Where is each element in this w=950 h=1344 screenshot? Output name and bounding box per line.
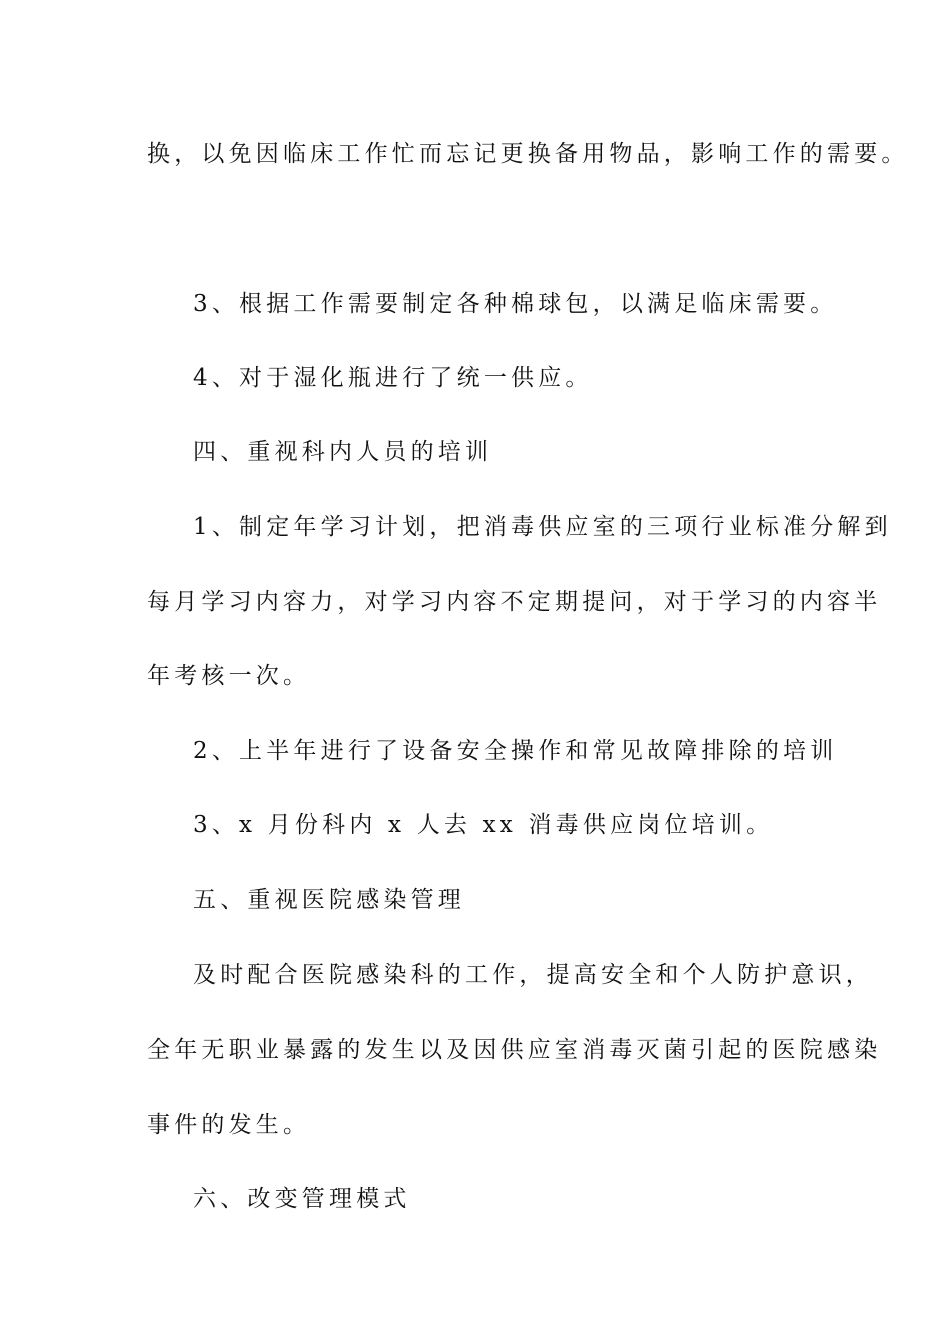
- list-item-1-study-plan-end: 年考核一次。: [147, 663, 311, 689]
- list-item-1-study-plan-cont: 每月学习内容力，对学习内容不定期提问，对于学习的内容半: [147, 589, 882, 615]
- paragraph-infection-control: 及时配合医院感染科的工作，提高安全和个人防护意识，: [193, 962, 873, 988]
- section-heading-infection-control: 五、重视医院感染管理: [193, 887, 465, 913]
- list-item-3-cotton-packs: 3、根据工作需要制定各种棉球包，以满足临床需要。: [193, 291, 838, 317]
- list-item-2-equipment-training: 2、上半年进行了设备安全操作和常见故障排除的培训: [193, 738, 838, 764]
- list-item-3-offsite-training: 3、x 月份科内 x 人去 xx 消毒供应岗位培训。: [193, 812, 774, 838]
- list-item-4-humidifier-bottles: 4、对于湿化瓶进行了统一供应。: [193, 365, 593, 391]
- paragraph-continuation-line: 换，以免因临床工作忙而忘记更换备用物品，影响工作的需要。: [147, 141, 909, 167]
- section-heading-management-mode: 六、改变管理模式: [193, 1186, 411, 1212]
- section-heading-training: 四、重视科内人员的培训: [193, 439, 493, 465]
- paragraph-infection-control-end: 事件的发生。: [147, 1112, 311, 1138]
- list-item-1-study-plan: 1、制定年学习计划，把消毒供应室的三项行业标准分解到: [193, 514, 892, 540]
- paragraph-infection-control-cont: 全年无职业暴露的发生以及因供应室消毒灭菌引起的医院感染: [147, 1037, 882, 1063]
